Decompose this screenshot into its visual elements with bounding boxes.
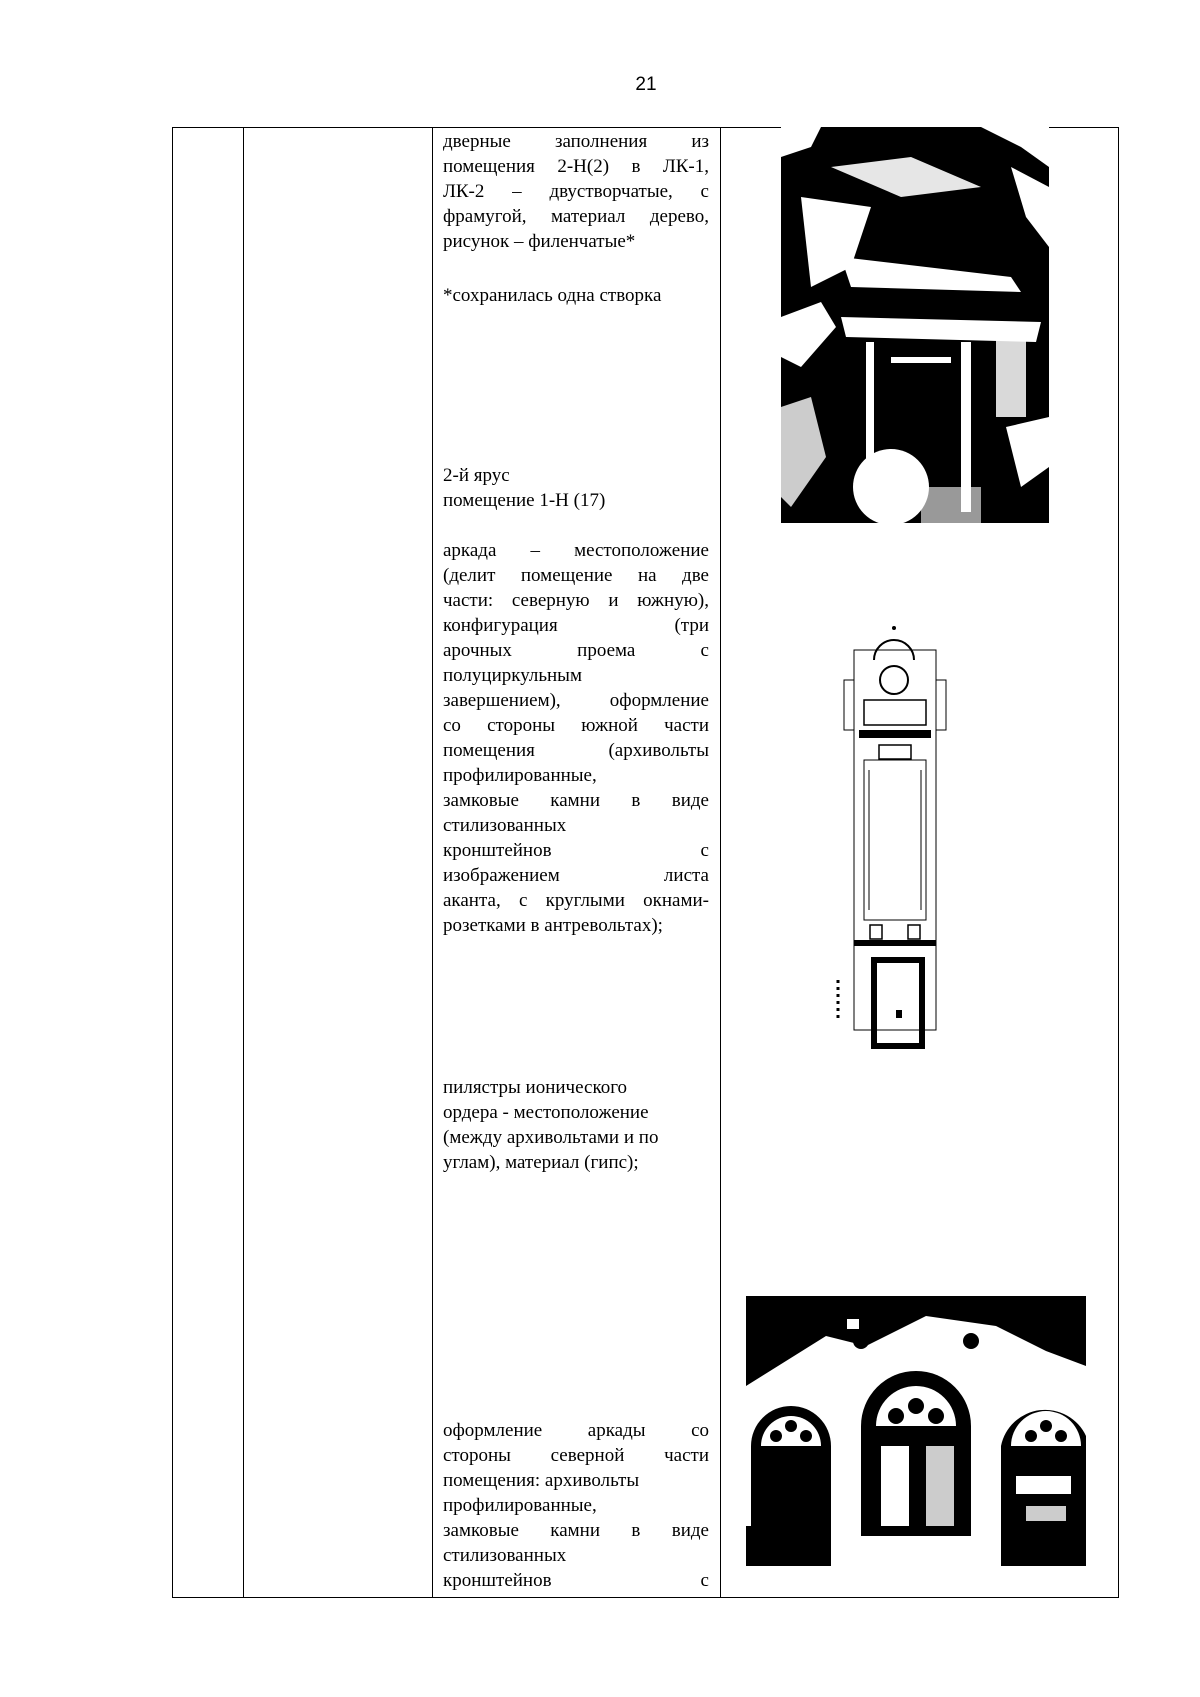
text-line: *сохранилась одна створка — [443, 285, 662, 306]
column-divider — [243, 128, 244, 1597]
text-line: изображением листа — [443, 865, 709, 886]
floor-plan-drawing — [834, 620, 956, 1050]
text-line: ордера - местоположение — [443, 1102, 649, 1123]
text-line: замковые камни в виде — [443, 790, 709, 811]
text-line: помещения 2-Н(2) в ЛК-1, — [443, 156, 709, 177]
text-line: стилизованных — [443, 815, 567, 836]
text-line: полуциркульным — [443, 665, 582, 686]
column-divider — [432, 128, 433, 1597]
arcade-photo — [746, 1296, 1086, 1566]
text-line: кронштейнов с — [443, 840, 709, 861]
text-line: углам), материал (гипс); — [443, 1152, 639, 1173]
text-line: конфигурация (три — [443, 615, 709, 636]
door-photo — [781, 127, 1049, 523]
page-number: 21 — [635, 74, 657, 95]
text-line: арочных проема с — [443, 640, 709, 661]
text-line: пилястры ионического — [443, 1077, 628, 1098]
text-line: ЛК-2 – двустворчатые, с — [443, 181, 709, 202]
text-line: помещение 1-Н (17) — [443, 490, 606, 511]
door-note-text — [443, 283, 709, 308]
text-line: части: северную и южную), — [443, 590, 709, 611]
column-divider — [720, 128, 721, 1597]
text-line: 2-й ярус — [443, 465, 510, 486]
text-line: дверные заполнения из — [443, 131, 709, 152]
tier-heading — [443, 463, 709, 513]
door-fillings-text — [443, 129, 709, 254]
text-line: оформление аркады со — [443, 1420, 709, 1441]
text-line: аркада – местоположение — [443, 540, 709, 561]
text-line: стороны северной части — [443, 1445, 709, 1466]
text-line: фрамугой, материал дерево, — [443, 206, 709, 227]
text-line: профилированные, — [443, 765, 597, 786]
pilasters-description — [443, 1075, 709, 1175]
text-line: стилизованных — [443, 1545, 567, 1566]
text-line: помещения (архивольты — [443, 740, 709, 761]
text-line: кронштейнов с — [443, 1570, 709, 1591]
text-line: завершением), оформление — [443, 690, 709, 711]
text-line: со стороны южной части — [443, 715, 709, 736]
text-line: рисунок – филенчатые* — [443, 231, 636, 252]
text-line: (делит помещение на две — [443, 565, 709, 586]
north-arcade-description — [443, 1418, 709, 1593]
text-line: помещения: архивольты — [443, 1470, 640, 1491]
text-line: профилированные, — [443, 1495, 597, 1516]
text-line: замковые камни в виде — [443, 1520, 709, 1541]
text-line: (между архивольтами и по — [443, 1127, 659, 1148]
text-line: аканта, с круглыми окнами- — [443, 890, 709, 911]
text-line: розетками в антревольтах); — [443, 915, 663, 936]
arcade-description — [443, 538, 709, 938]
